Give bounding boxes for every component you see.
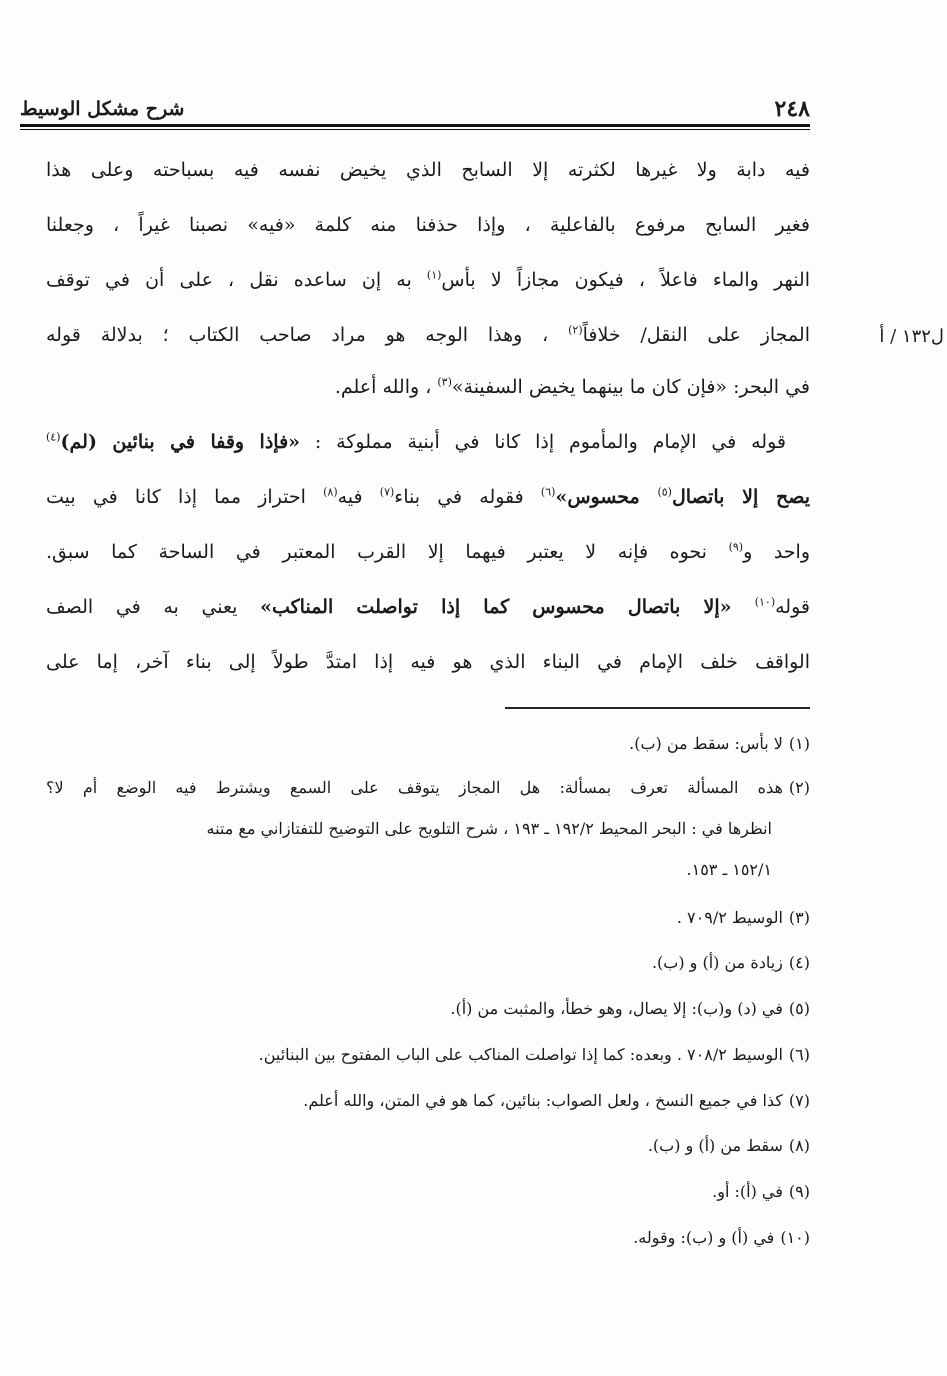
footnote-4: [46, 951, 810, 975]
footnote-number: (٣): [788, 908, 810, 927]
footnote-number: (٥): [788, 999, 810, 1018]
text-line-2: فغير السابح مرفوع بالفاعلية ، وإذا حذفنا منه كلمة «فيه» نصبنا غيراً ، وجعلنا: [46, 214, 810, 236]
footnote-text: سقط من (أ) و (ب).: [647, 1136, 783, 1155]
page-number: ٢٤٨: [774, 96, 810, 122]
footnote-2-cont2: ١٥٢/١ ـ ١٥٣.: [686, 860, 772, 879]
text-run: قوله: [775, 596, 810, 618]
text-run: به إن ساعده نقل ، على أن في توقف: [46, 269, 427, 291]
text-line-5: [46, 373, 810, 401]
footnote-ref: (٨): [323, 485, 338, 499]
manuscript-folio-note: ل١٣٢ / أ: [879, 326, 944, 347]
footnote-text: في (أ): أو.: [712, 1182, 783, 1201]
text-run: احتراز مما إذا كانا في بيت: [46, 486, 324, 508]
quoted-text: «فإذا وقفا في بنائين (لم): [60, 431, 301, 453]
text-run: في البحر: «فإن كان ما بينهما يخيض السفينة»: [451, 376, 810, 398]
text-run: واحد و: [743, 541, 810, 563]
text-line-1: فيه دابة ولا غيرها لكثرته إلا السابح الذي يخيض نفسه فيه بسباحته وعلى هذا: [46, 159, 810, 181]
footnote-3: [46, 906, 810, 930]
book-title: شرح مشكل الوسيط: [20, 98, 185, 120]
footnote-6: [46, 1043, 810, 1067]
footnote-ref: (٤): [46, 430, 61, 444]
footnote-8: [46, 1134, 810, 1158]
footnote-text: هذه المسألة تعرف بمسألة: هل المجاز يتوقف على السمع ويشترط فيه الوضع أم لا؟: [46, 778, 783, 797]
footnote-2: [46, 776, 810, 800]
text-line-7: [46, 483, 810, 511]
footnote-number: (١٠): [780, 1228, 810, 1247]
text-line-10: الواقف خلف الإمام في البناء الذي هو فيه إذا امتدَّ طولاً إلى بناء آخر، إما على: [46, 651, 810, 673]
text-run: النهر والماء فاعلاً ، فيكون مجازاً لا بأس: [441, 269, 810, 291]
text-run: فقوله في بناء: [394, 486, 541, 508]
footnote-text: الوسيط ٧٠٨/٢ . وبعده: كما إذا تواصلت المناكب على الباب المفتوح بين البنائين.: [258, 1045, 783, 1064]
footnote-number: (٤): [788, 953, 810, 972]
footnote-number: (٧): [788, 1091, 810, 1110]
footnote-ref: (٥): [657, 485, 672, 499]
text-run: نحوه فإنه لا يعتبر فيهما إلا القرب المعتبر في الساحة كما سبق.: [46, 541, 729, 563]
text-line-8: [46, 538, 810, 566]
text-run: يعني به في الصف: [46, 596, 261, 618]
footnote-number: (٨): [788, 1136, 810, 1155]
footnote-text: لا بأس: سقط من (ب).: [629, 734, 783, 753]
footnote-text: الوسيط ٧٠٩/٢ .: [676, 908, 783, 927]
footnote-ref: (٢): [568, 323, 583, 337]
footnote-1: [46, 732, 810, 756]
footnote-ref: (١٠): [754, 595, 776, 609]
footnote-ref: (٧): [379, 485, 395, 499]
footnote-number: (٩): [788, 1182, 810, 1201]
header-rule-thin: [20, 129, 810, 130]
footnote-ref: (٩): [728, 540, 744, 554]
quoted-text: يصح إلا باتصال: [671, 486, 810, 508]
footnote-2-cont: انظرها في : البحر المحيط ١٩٢/٢ ـ ١٩٣ ، شرح التلويح على التوضيح للتفتازاني مع متنه: [206, 819, 772, 838]
quoted-text: محسوس»: [555, 486, 658, 508]
footnote-number: (٢): [788, 778, 810, 797]
footnote-5: [46, 997, 810, 1021]
footnote-number: (١): [788, 734, 810, 753]
footnote-text: زيادة من (أ) و (ب).: [651, 953, 783, 972]
text-run: فيه: [337, 486, 380, 508]
footnote-separator: [505, 707, 810, 709]
text-line-9: [46, 593, 810, 621]
text-run: المجاز على النقل/ خلافاً: [582, 324, 810, 346]
footnote-number: (٦): [788, 1045, 810, 1064]
footnote-ref: (١): [426, 268, 442, 282]
quoted-text: «إلا باتصال محسوس كما إذا تواصلت المناكب»: [260, 596, 755, 618]
footnote-text: في (د) و(ب): إلا يصال، وهو خطأ، والمثبت من (أ).: [450, 999, 783, 1018]
text-line-4: [46, 321, 810, 349]
footnote-ref: (٦): [540, 485, 556, 499]
header-rule: [20, 124, 810, 127]
text-line-3: [46, 266, 810, 294]
text-run: ، والله أعلم.: [334, 376, 438, 398]
footnote-7: [46, 1089, 810, 1113]
footnote-text: في (أ) و (ب): وقوله.: [633, 1228, 775, 1247]
running-header: [20, 96, 810, 122]
footnote-ref: (٣): [437, 375, 452, 389]
footnote-9: [46, 1180, 810, 1204]
text-run: قوله في الإمام والمأموم إذا كانا في أبنية مملوكة :: [300, 431, 786, 453]
footnote-text: كذا في جميع النسخ ، ولعل الصواب: بنائين، كما هو في المتن، والله أعلم.: [303, 1091, 783, 1110]
text-line-6: [46, 428, 810, 456]
text-run: ، وهذا الوجه هو مراد صاحب الكتاب ؛ بدلالة قوله: [46, 324, 569, 346]
footnote-10: [46, 1226, 810, 1250]
